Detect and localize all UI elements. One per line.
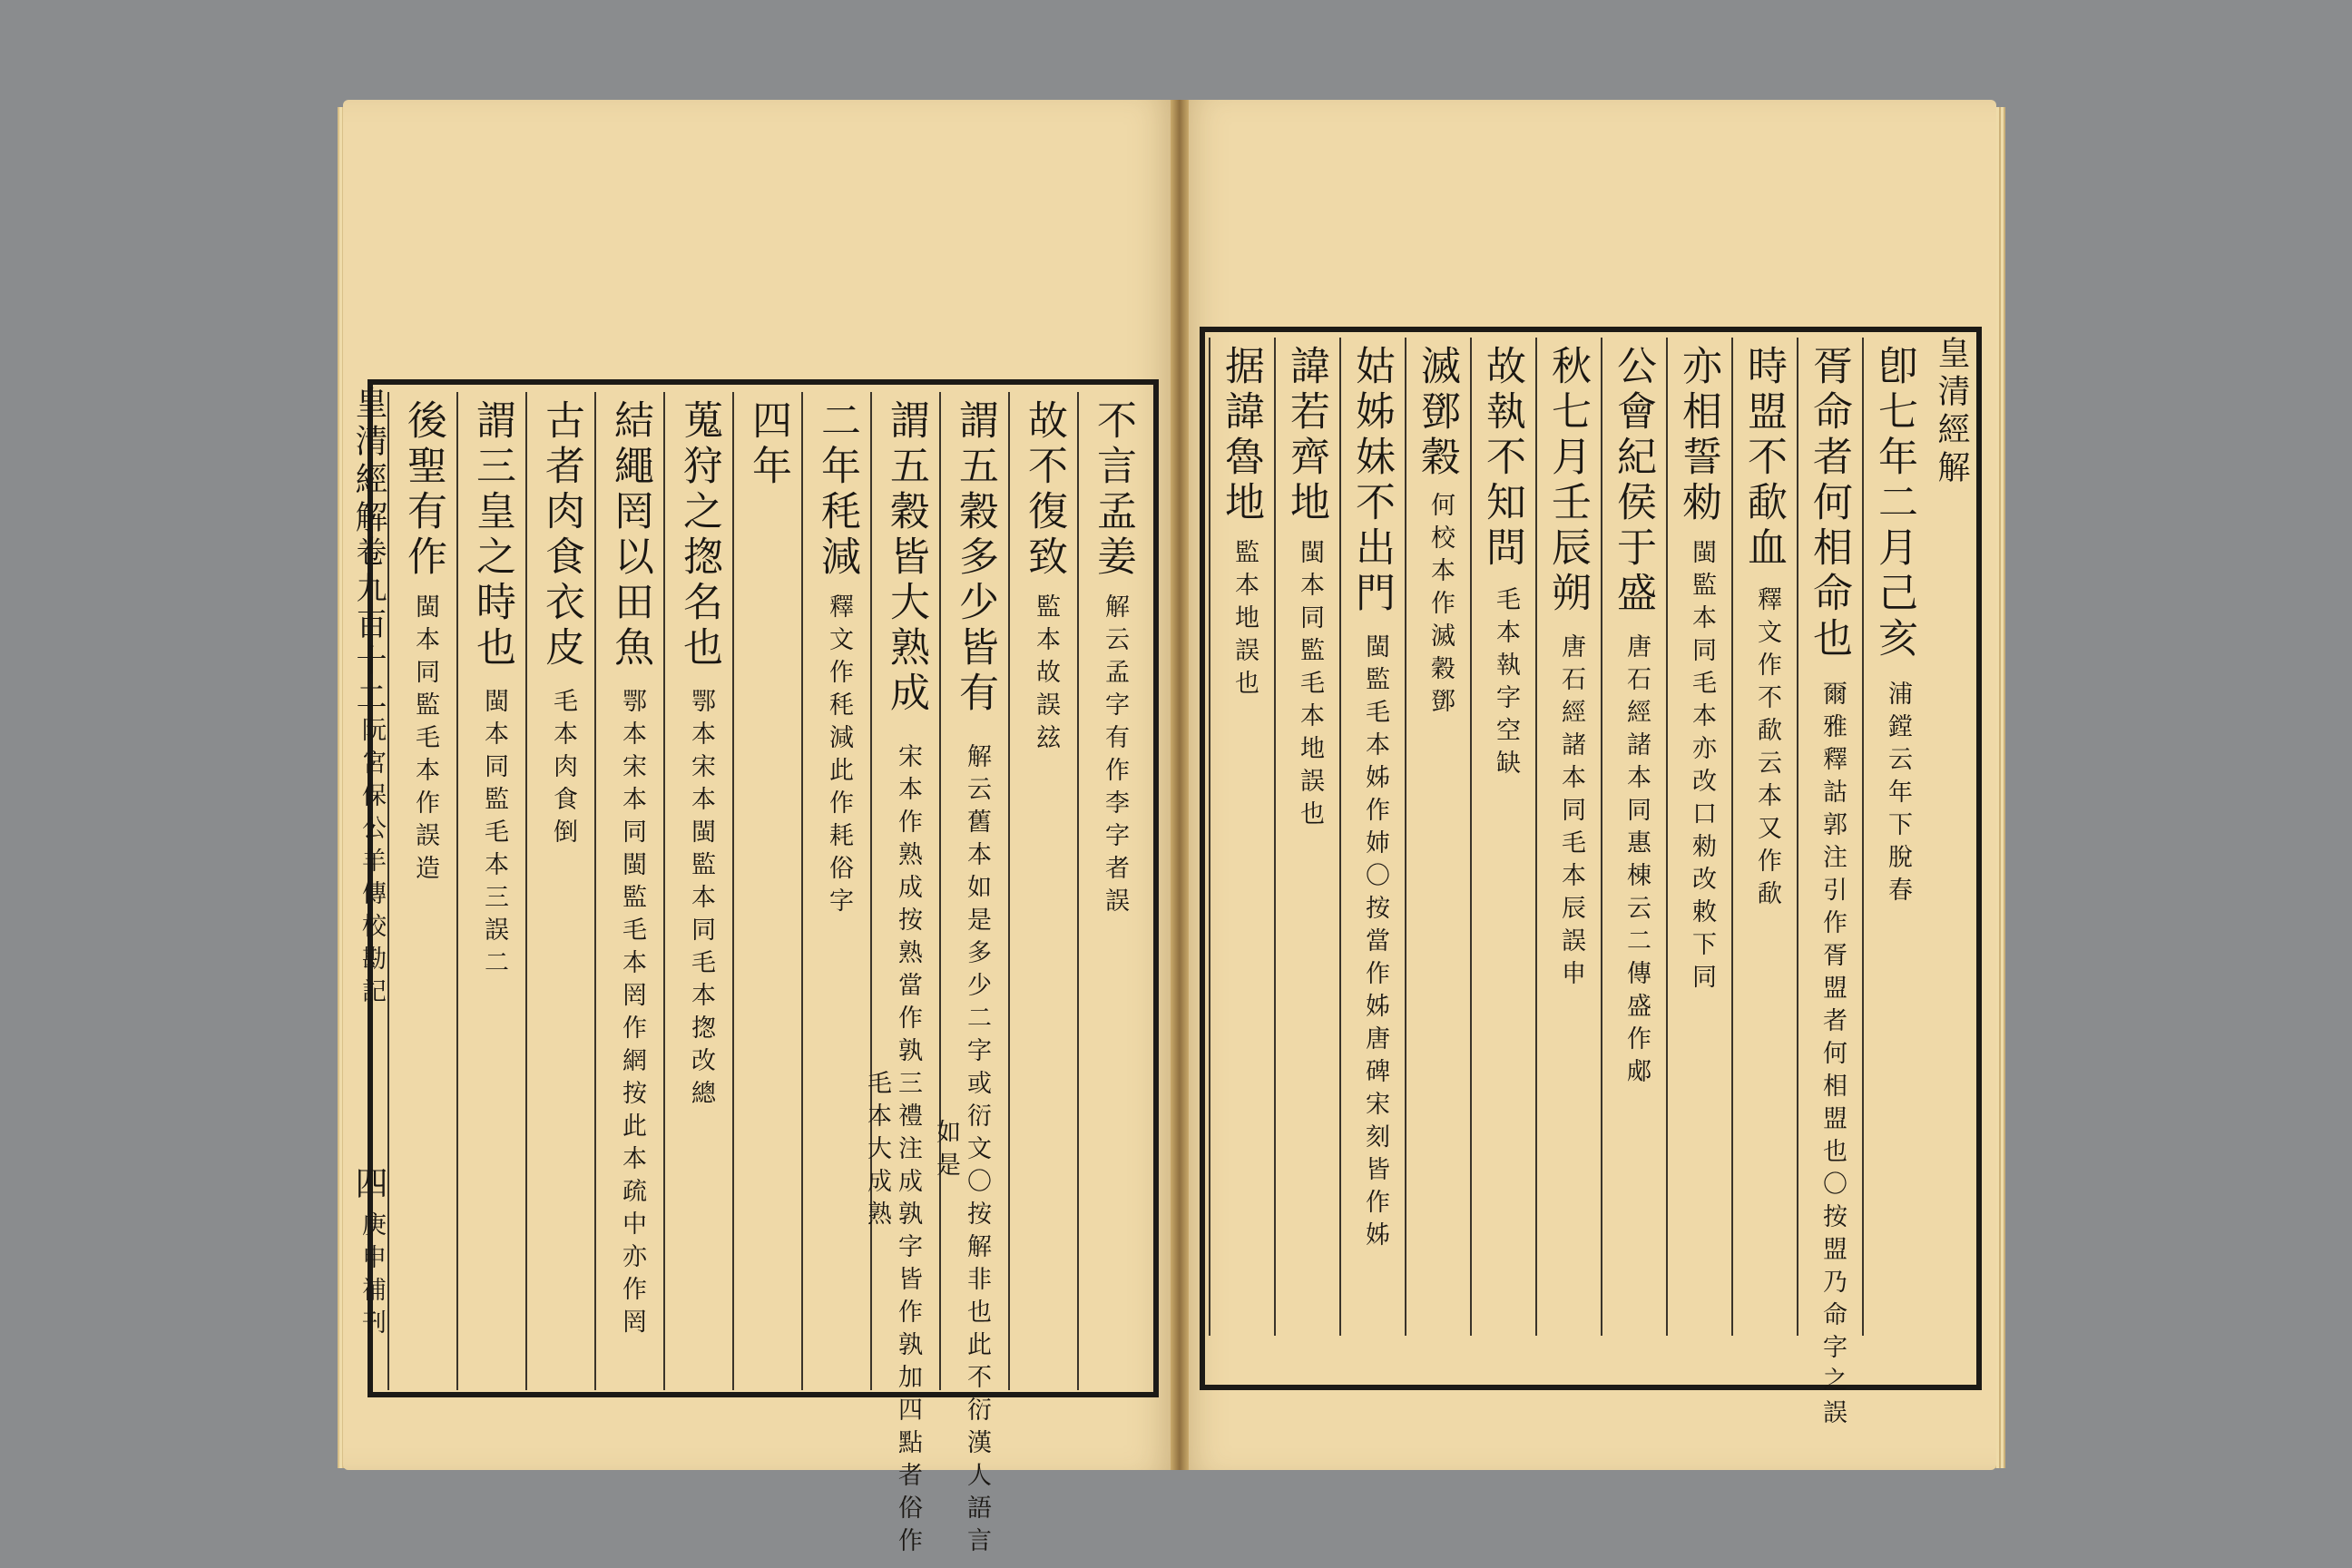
right-column-rule [1405, 338, 1406, 1336]
left-column-main-text: 故不復致 [1021, 399, 1067, 581]
right-column-note-text: 毛本執字空缺 [1492, 586, 1520, 782]
right-column-main-text: 故執不知問 [1479, 345, 1525, 572]
right-column-note-text: 唐石經諸本同惠棟云二傳盛作郕 [1622, 633, 1651, 1091]
left-column-main-text: 謂五穀皆大熟成 [883, 399, 929, 717]
left-margin-volume: 卷九百十二 [350, 535, 387, 717]
right-margin-title: 皇清經解 [1933, 336, 1970, 488]
book-gutter [1171, 100, 1189, 1470]
right-column-main-text: 据諱魯地 [1218, 345, 1264, 526]
right-column-note-text: 唐石經諸本同毛本辰誤申 [1557, 633, 1585, 993]
left-column-main-text: 二年秏減 [814, 399, 860, 581]
left-column-rule [732, 392, 734, 1390]
right-column-note-text: 閩本同監毛本地誤也 [1296, 539, 1324, 833]
left-column-main-text: 結繩罔以田魚 [607, 399, 653, 671]
right-column-note-text: 何校本作滅穀鄧 [1426, 492, 1455, 720]
left-column-main-text: 四年 [745, 399, 791, 490]
right-column-note-text: 浦鏜云年下脫春 [1884, 681, 1912, 909]
right-column-main-text: 滅鄧穀 [1414, 345, 1460, 481]
right-column-main-text: 時盟不歃血 [1740, 345, 1787, 572]
right-column-main-text: 秋七月壬辰朔 [1544, 345, 1591, 617]
right-column-main-text: 姑姊妹不出門 [1348, 345, 1395, 617]
left-column-main-text: 不言孟姜 [1090, 399, 1136, 581]
left-column-main-text: 後聖有作 [400, 399, 446, 581]
left-column-main-text: 古者肉食衣皮 [538, 399, 584, 671]
left-margin-page: 四 [350, 1166, 387, 1204]
left-column-note-text: 釋文作秏減此作耗俗字 [825, 593, 853, 920]
right-column-main-text: 胥命者何相命也 [1806, 345, 1852, 662]
right-column-main-text: 諱若齊地 [1283, 345, 1329, 526]
left-column-note-text: 鄂本宋本同閩監毛本罔作網按此本疏中亦作罔 [618, 688, 646, 1341]
left-column-note-text: 監本故誤玆 [1032, 593, 1060, 757]
right-column-main-text: 公會紀侯于盛 [1610, 345, 1656, 617]
left-column-main-text: 謂五穀多少皆有 [952, 399, 998, 717]
left-column-note-text: 閩本同監毛本作誤造 [411, 593, 439, 887]
right-column-note-text: 爾雅釋詁郭注引作胥盟者何相盟也〇按盟乃命字之誤 [1818, 681, 1847, 1432]
left-column-note-text: 宋本作熟成按熟當作孰三禮注成孰字皆作孰加四點者俗作毛本大成熟 [863, 743, 922, 1560]
left-column-note-text: 解云舊本如是多少二字或衍文〇按解非也此不衍漢人語言如是 [932, 743, 991, 1560]
right-column-note-text: 監本地誤也 [1230, 539, 1259, 702]
left-margin-author: 阮宮保公羊傳校勘記 [358, 717, 386, 1011]
right-column-main-text: 卽七年二月己亥 [1871, 345, 1917, 662]
left-column-note-text: 閩本同監毛本三誤二 [480, 688, 508, 982]
right-column-note-text: 閩監毛本姊作姉〇按當作姊唐碑宋刻皆作姊 [1361, 633, 1389, 1254]
right-column-note-text: 閩監本同毛本亦改口勑改敕下同 [1688, 539, 1716, 996]
left-margin-title: 皇清經解 [350, 386, 387, 538]
right-column-main-text: 亦相誓勑 [1675, 345, 1721, 526]
right-column-note-text: 釋文作不歃云本又作歃 [1753, 586, 1781, 913]
left-column-note-text: 毛本肉食倒 [549, 688, 577, 851]
left-margin-note: 庚申補刊 [358, 1211, 386, 1342]
left-column-note-text: 解云孟字有作李字者誤 [1101, 593, 1129, 920]
left-column-note-text: 鄂本宋本閩監本同毛本揔改總 [687, 688, 715, 1112]
left-column-main-text: 蒐狩之揔名也 [676, 399, 722, 671]
left-column-main-text: 謂三皇之時也 [469, 399, 515, 671]
